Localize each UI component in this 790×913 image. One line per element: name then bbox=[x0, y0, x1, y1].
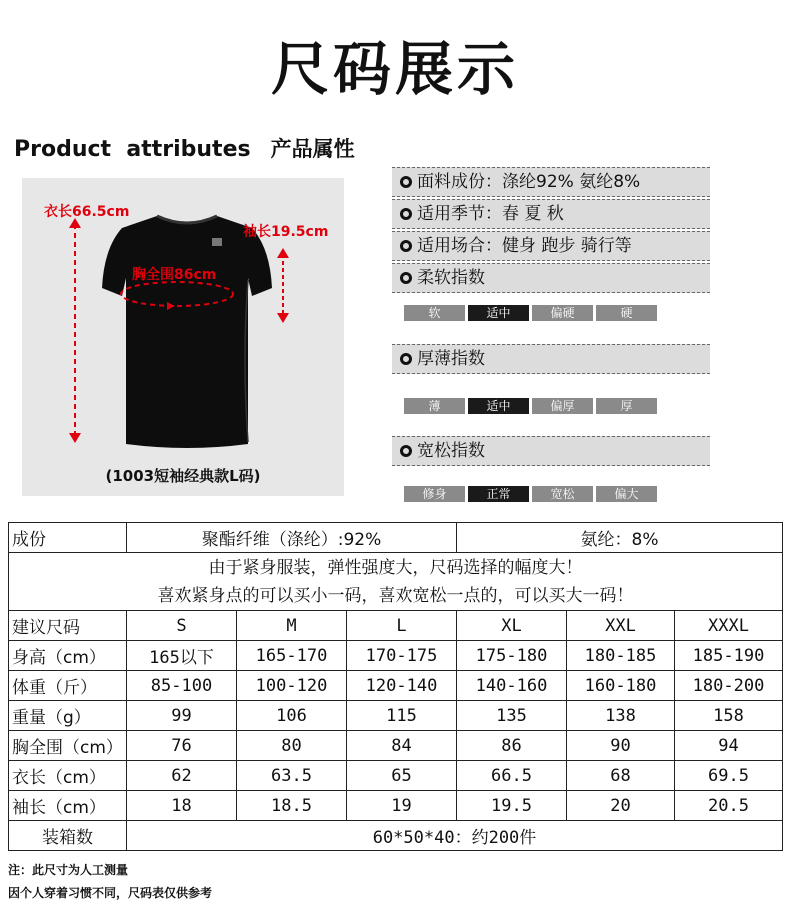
row-label: 袖长（cm） bbox=[9, 791, 127, 821]
row-label: 衣长（cm） bbox=[9, 761, 127, 791]
bullet-icon bbox=[400, 353, 412, 365]
chest-label: 胸全围86cm bbox=[132, 267, 217, 283]
table-cell: 165以下 bbox=[127, 641, 237, 671]
table-cell: 19 bbox=[347, 791, 457, 821]
table-cell: 66.5 bbox=[457, 761, 567, 791]
thickness-option: 薄 bbox=[404, 398, 465, 414]
table-cell: XXL bbox=[567, 611, 675, 641]
thickness-option: 厚 bbox=[596, 398, 657, 414]
product-photo bbox=[22, 178, 344, 496]
table-cell: XXXL bbox=[675, 611, 783, 641]
composition-fiber: 聚酯纤维（涤纶）:92% bbox=[127, 523, 457, 553]
table-cell: 86 bbox=[457, 731, 567, 761]
table-cell: XL bbox=[457, 611, 567, 641]
bullet-icon bbox=[400, 208, 412, 220]
bullet-icon bbox=[400, 272, 412, 284]
attr-thickness bbox=[392, 344, 710, 374]
bullet-icon bbox=[400, 176, 412, 188]
table-cell: 85-100 bbox=[127, 671, 237, 701]
notes-row bbox=[9, 553, 783, 611]
table-cell: 65 bbox=[347, 761, 457, 791]
attr-season bbox=[392, 199, 710, 229]
attributes-heading-cn: 产品属性 bbox=[270, 137, 355, 161]
fit-option: 修身 bbox=[404, 486, 465, 502]
softness-option: 适中 bbox=[468, 305, 529, 321]
table-cell: 76 bbox=[127, 731, 237, 761]
table-cell: 90 bbox=[567, 731, 675, 761]
thickness-option: 适中 bbox=[468, 398, 529, 414]
table-cell: 135 bbox=[457, 701, 567, 731]
softness-option: 硬 bbox=[596, 305, 657, 321]
attr-fit bbox=[392, 436, 710, 466]
row-label: 重量（g） bbox=[9, 701, 127, 731]
table-cell: 138 bbox=[567, 701, 675, 731]
footnote: 注：此尺寸为人工测量 bbox=[8, 863, 129, 877]
table-cell: 19.5 bbox=[457, 791, 567, 821]
table-cell: 180-185 bbox=[567, 641, 675, 671]
table-cell: 140-160 bbox=[457, 671, 567, 701]
table-cell: 100-120 bbox=[237, 671, 347, 701]
composition-spandex: 氨纶：8% bbox=[457, 523, 783, 553]
composition-label: 成份 bbox=[9, 523, 127, 553]
footnote: 因个人穿着习惯不同，尺码表仅供参考 bbox=[8, 886, 213, 900]
sleeve-arrow-icon bbox=[276, 248, 290, 323]
table-row bbox=[9, 761, 783, 791]
table-row bbox=[9, 731, 783, 761]
attr-material bbox=[392, 167, 710, 197]
notes-cell bbox=[9, 553, 783, 611]
table-cell: 158 bbox=[675, 701, 783, 731]
attributes-heading bbox=[14, 133, 355, 163]
bullet-icon bbox=[400, 240, 412, 252]
row-label: 胸全围（cm） bbox=[9, 731, 127, 761]
note-line: 由于紧身服装，弹性强度大，尺码选择的幅度大！ bbox=[208, 557, 583, 578]
fit-option: 偏大 bbox=[596, 486, 657, 502]
attr-season-text: 适用季节：春 夏 秋 bbox=[417, 204, 564, 224]
softness-scale bbox=[404, 305, 657, 321]
table-cell: 20.5 bbox=[675, 791, 783, 821]
attr-occasion-text: 适用场合：健身 跑步 骑行等 bbox=[417, 236, 632, 256]
table-cell: L bbox=[347, 611, 457, 641]
table-cell: 94 bbox=[675, 731, 783, 761]
table-row bbox=[9, 611, 783, 641]
row-label: 身高（cm） bbox=[9, 641, 127, 671]
table-cell: 18 bbox=[127, 791, 237, 821]
table-cell: 160-180 bbox=[567, 671, 675, 701]
length-arrow-icon bbox=[68, 218, 82, 443]
row-label: 体重（斤） bbox=[9, 671, 127, 701]
size-table bbox=[8, 522, 783, 851]
table-cell: 84 bbox=[347, 731, 457, 761]
thickness-option: 偏厚 bbox=[532, 398, 593, 414]
attr-occasion bbox=[392, 231, 710, 261]
length-label: 衣长66.5cm bbox=[44, 204, 130, 220]
table-cell: 68 bbox=[567, 761, 675, 791]
packing-row bbox=[9, 821, 783, 851]
table-cell: 80 bbox=[237, 731, 347, 761]
table-cell: 20 bbox=[567, 791, 675, 821]
attr-thickness-text: 厚薄指数 bbox=[417, 349, 485, 369]
fit-option: 宽松 bbox=[532, 486, 593, 502]
fit-scale bbox=[404, 486, 657, 502]
table-row bbox=[9, 641, 783, 671]
row-label: 建议尺码 bbox=[9, 611, 127, 641]
table-row bbox=[9, 701, 783, 731]
tshirt-image bbox=[102, 208, 272, 448]
table-cell: 63.5 bbox=[237, 761, 347, 791]
table-cell: 69.5 bbox=[675, 761, 783, 791]
fit-option: 正常 bbox=[468, 486, 529, 502]
softness-option: 偏硬 bbox=[532, 305, 593, 321]
table-cell: 115 bbox=[347, 701, 457, 731]
table-row bbox=[9, 671, 783, 701]
attr-material-text: 面料成份：涤纶92% 氨纶8% bbox=[417, 172, 641, 192]
attributes-heading-en: Product attributes bbox=[14, 137, 251, 162]
composition-row bbox=[9, 523, 783, 553]
table-cell: 165-170 bbox=[237, 641, 347, 671]
packing-value: 60*50*40：约200件 bbox=[127, 821, 783, 851]
table-cell: S bbox=[127, 611, 237, 641]
table-cell: 120-140 bbox=[347, 671, 457, 701]
table-cell: 175-180 bbox=[457, 641, 567, 671]
bullet-icon bbox=[400, 445, 412, 457]
attr-softness-text: 柔软指数 bbox=[417, 268, 485, 288]
table-cell: 170-175 bbox=[347, 641, 457, 671]
table-cell: 62 bbox=[127, 761, 237, 791]
packing-label: 装箱数 bbox=[9, 821, 127, 851]
thickness-scale bbox=[404, 398, 657, 414]
table-cell: 99 bbox=[127, 701, 237, 731]
table-cell: 18.5 bbox=[237, 791, 347, 821]
table-cell: 106 bbox=[237, 701, 347, 731]
sleeve-label: 袖长19.5cm bbox=[243, 224, 329, 240]
table-cell: M bbox=[237, 611, 347, 641]
table-row bbox=[9, 791, 783, 821]
photo-caption: (1003短袖经典款L码) bbox=[105, 467, 261, 485]
note-line: 喜欢紧身点的可以买小一码，喜欢宽松一点的，可以买大一码！ bbox=[157, 585, 634, 606]
attr-softness bbox=[392, 263, 710, 293]
size-rows bbox=[9, 611, 783, 821]
softness-option: 软 bbox=[404, 305, 465, 321]
attr-fit-text: 宽松指数 bbox=[417, 441, 485, 461]
table-cell: 185-190 bbox=[675, 641, 783, 671]
table-cell: 180-200 bbox=[675, 671, 783, 701]
page-title: 尺码展示 bbox=[270, 35, 519, 103]
